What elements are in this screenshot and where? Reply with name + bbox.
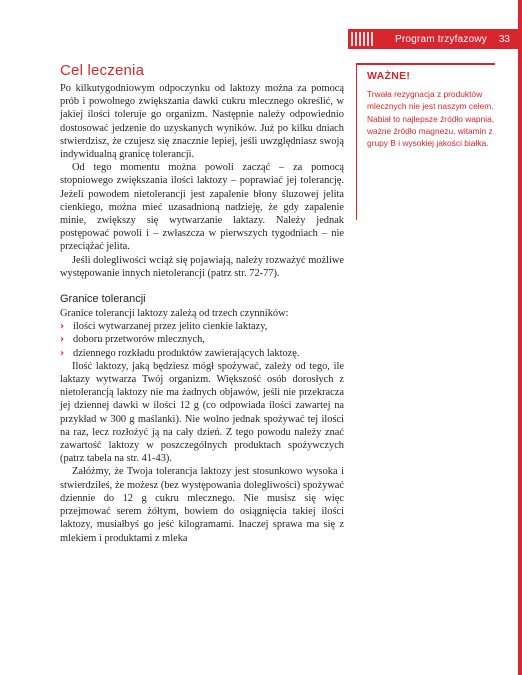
paragraph: Od tego momentu można powoli zacząć – za pomocą stopniowego zwiększania ilości laktozy – poprawiać jej tolerancję. Jeżeli powodem nietolerancji jest zapalenie błony śluzowej jelita cienkiego, można mieć uzasadnioną nadzieję, że gdy zapalenie minie, zwiększy się wytwarzanie laktazy. Należy jednak postępować powoli i – zwłaszcza w pierwszych tygodniach – nie przeciążać jelita.: [60, 162, 344, 253]
chevron-right-icon: ›: [60, 347, 65, 359]
page-edge-marker: [518, 0, 522, 675]
note-title: WAŻNE!: [367, 70, 411, 82]
list-item: [60, 347, 344, 360]
note-text: Trwała rezygnacja z produktów mlecznych nie jest naszym celem. Nabiał to najlepsze źródło wapnia, ważne źródło magnezu, witamin z grupy B i wysokiej jakości białka.: [367, 89, 495, 149]
section-title: Cel leczenia: [60, 62, 145, 79]
paragraph: Jeśli dolegliwości wciąż się pojawiają, należy rozważyć możliwe występowanie innych nietolerancji (patrz str. 72-77).: [60, 254, 344, 279]
list-item: [60, 333, 344, 346]
chevron-right-icon: ›: [60, 321, 65, 333]
important-note-box: [356, 63, 495, 220]
chevron-right-icon: ›: [60, 334, 65, 346]
subheading: Granice tolerancji: [60, 293, 146, 306]
list-item-text: dziennego rozkładu produktów zawierających laktozę.: [73, 347, 300, 359]
header-stripes-decoration: [351, 32, 373, 46]
main-column: [60, 62, 344, 545]
running-header: [348, 29, 522, 49]
page-number: 33: [498, 33, 510, 45]
paragraph: Ilość laktozy, jaką będziesz mógł spożywać, zależy od tego, ile laktazy wytwarza Twój organizm. Większość osób dorosłych z nietolerancją laktozy nie ma żadnych objawów, jeśli nie przekracza jej dziennej dawki w ilości 12 g (co odpowiada ilości zawartej na przykład w 300 g maślanki). Nie wolno jednak spożywać tej ilości na raz, lecz rozłożyć ją na cały dzień. Z tego powodu należy znać zawartość laktozy w poszczególnych produktach spożywczych (patrz tabela na str. 41-43).: [60, 360, 344, 465]
paragraph: Po kilkutygodniowym odpoczynku od laktozy można za pomocą prób i powolnego zwiększania dawki cukru mlecznego określić, w jakiej ilości toleruje go organizm. Następnie należy odpowiednio dostosować jedzenie do uzyskanych wyników. Już po kilku dniach stwierdzisz, że czujesz się znacznie lepiej, jeśli uwzględniasz swoją indywidualną granicę tolerancji.: [60, 83, 344, 161]
list-item: [60, 320, 344, 333]
running-header-title: Program trzyfazowy: [395, 33, 487, 45]
paragraph: Granice tolerancji laktozy zależą od trzech czynników:: [60, 308, 289, 320]
list-item-text: ilości wytwarzanej przez jelito cienkie laktazy,: [73, 321, 268, 333]
bullet-list: [60, 320, 344, 360]
list-item-text: doboru przetworów mlecznych,: [73, 334, 205, 346]
paragraph: Załóżmy, że Twoja tolerancja laktozy jest stosunkowo wysoka i stwierdziłeś, że możesz (bez występowania dolegliwości) spożywać dziennie do 12 g cukru mlecznego. Nie musisz się więc przejmować serem żółtym, bowiem do osiągnięcia takiej ilości laktozy, musiałbyś go jeść kilogramami. Inaczej sprawa ma się z mlekiem i produktami z mleka: [60, 466, 344, 544]
